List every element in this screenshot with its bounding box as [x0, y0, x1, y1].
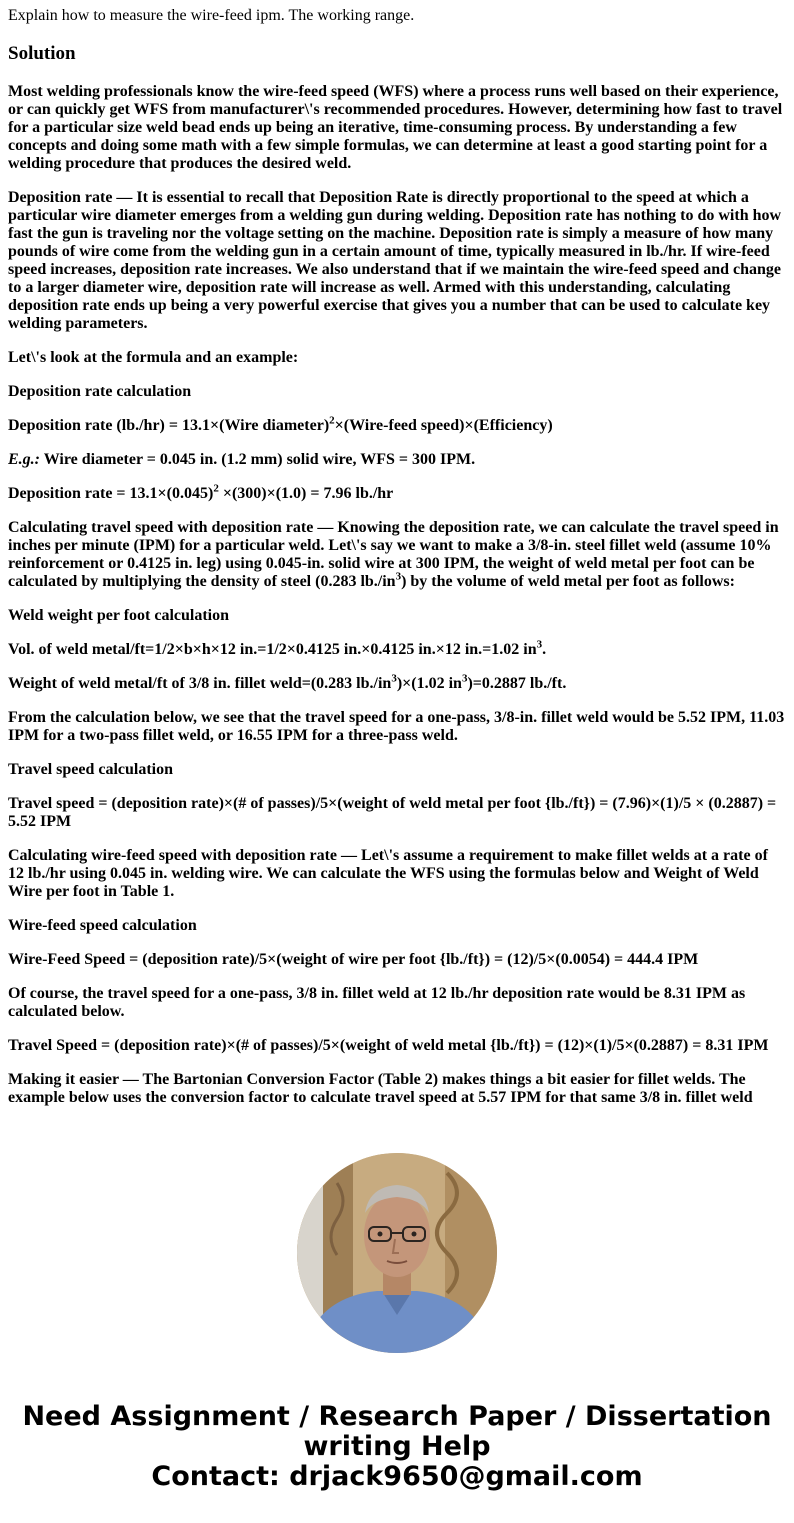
formula-travel-speed-12: Travel Speed = (deposition rate)×(# of passes)/5×(weight of weld metal {lb./ft}) = (12)×(1)/5×(0.2887) = 8.31 IPM [8, 1037, 769, 1054]
label-wire-feed-speed-calculation: Wire-feed speed calculation [8, 917, 197, 934]
question-text: Explain how to measure the wire-feed ipm. The working range. [8, 7, 415, 24]
formula-weld-weight: Weight of weld metal/ft of 3/8 in. fillet weld=(0.283 $lb./in^3)\times(1.02$ $in^3)=0.2887$ lb./ft. [8, 672, 567, 692]
paragraph-deposition-rate: Deposition rate — It is essential to recall that Deposition Rate is directly proportional to the speed at which a particular wire diameter emerges from a welding gun during welding. Deposition rate has nothing to do with how fast the gun is traveling nor the voltage setting on the machine. Deposition rate is simply a measure of how many pounds of wire come from the welding gun in a certain amount of time, typically measured in lb./hr. If wire-feed speed increases, deposition rate increases. We also understand that if we maintain the wire-feed speed and change to a larger diameter wire, deposition rate will increase as well. Armed with this understanding, calculating deposition rate ends up being a very powerful exercise that gives you a number that can be used to calculate key welding parameters. [8, 189, 782, 332]
formula-deposition-example: Deposition rate = $13.1\times(0.045)^2 \times(300)\times(1.0) = 7.96$ lb./hr [8, 482, 394, 502]
label-deposition-rate-calculation: Deposition rate calculation [8, 383, 192, 400]
paragraph-wire-feed-speed: Calculating wire-feed speed with deposition rate — Let\'s assume a requirement to make fillet welds at a rate of 12 lb./hr using 0.045 in. welding wire. We can calculate the WFS using the formulas below and Weight of Weld Wire per foot in Table 1. [8, 847, 768, 900]
formula-weld-volume: Vol. of weld metal/ft=1/2×b×h×12 in.=1/2×0.4125 in.×0.4125 in.×12 in.=1.02 $in^3$. [8, 638, 547, 658]
paragraph-making-it-easier: Making it easier — The Bartonian Conversion Factor (Table 2) makes things a bit easier for fillet welds. The example below uses the conversion factor to calculate travel speed at 5.57 IPM for that same 3/8 in. fillet weld [8, 1071, 753, 1106]
label-weld-weight: Weld weight per foot calculation [8, 607, 230, 624]
paragraph-travel-speed: Calculating travel speed with deposition rate — Knowing the deposition rate, we can calculate the travel speed in inches per minute (IPM) for a particular weld. Let\'s say we want to make a 3/8-in. steel fillet weld (assume 10% reinforcement or 0.4125 in. leg) using 0.045-in. solid wire at 300 IPM, the weight of weld metal per foot can be calculated by multiplying the density of steel (0.283 $lb./in^3$) by the volume of weld metal per foot as follows: [8, 519, 779, 590]
solution-heading: Solution [8, 43, 76, 64]
footer-line-writing-help: writing Help [303, 1431, 491, 1462]
footer-contact-email[interactable]: Contact: drjack9650@gmail.com [151, 1461, 643, 1492]
footer-advertisement [0, 1402, 794, 1492]
formula-deposition-rate: Deposition rate (lb./hr) = 13.1×(Wire diameter)$^2$×(Wire-feed speed)×(Efficiency) [8, 414, 553, 434]
footer-line-assignment: Need Assignment / Research Paper / Dissertation [22, 1401, 772, 1432]
formula-travel-speed: Travel speed = (deposition rate)×(# of passes)/5×(weight of weld metal per foot {lb./ft}) = (7.96)×(1)/5 × (0.2887) = 5.52 IPM [8, 795, 777, 830]
paragraph-travel-speed-result: From the calculation below, we see that the travel speed for a one-pass, 3/8-in. fillet weld would be 5.52 IPM, 11.03 IPM for a two-pass fillet weld, or 16.55 IPM for a three-pass weld. [8, 709, 785, 744]
formula-wire-feed-speed: Wire-Feed Speed = (deposition rate)/5×(weight of wire per foot {lb./ft}) = (12)/5×(0.0054) = 444.4 IPM [8, 951, 699, 968]
author-avatar [297, 1153, 497, 1353]
paragraph-formula-lead: Let\'s look at the formula and an example: [8, 349, 299, 366]
solution-body [8, 83, 786, 1107]
label-travel-speed-calculation: Travel speed calculation [8, 761, 174, 778]
author-portrait-image [297, 1153, 497, 1353]
paragraph-travel-speed-12: Of course, the travel speed for a one-pass, 3/8 in. fillet weld at 12 lb./hr deposition rate would be 8.31 IPM as calculated below. [8, 985, 746, 1020]
solution-content [8, 0, 786, 1122]
example-wire: E.g.: Wire diameter = 0.045 in. (1.2 mm) solid wire, WFS = 300 IPM. [8, 451, 476, 468]
paragraph-intro: Most welding professionals know the wire-feed speed (WFS) where a process runs well based on their experience, or can quickly get WFS from manufacturer\'s recommended procedures. However, determining how fast to travel for a particular size weld bead ends up being an iterative, time-consuming process. By understanding a few concepts and doing some math with a few simple formulas, we can determine at least a good starting point for a welding procedure that produces the desired weld. [8, 83, 783, 172]
